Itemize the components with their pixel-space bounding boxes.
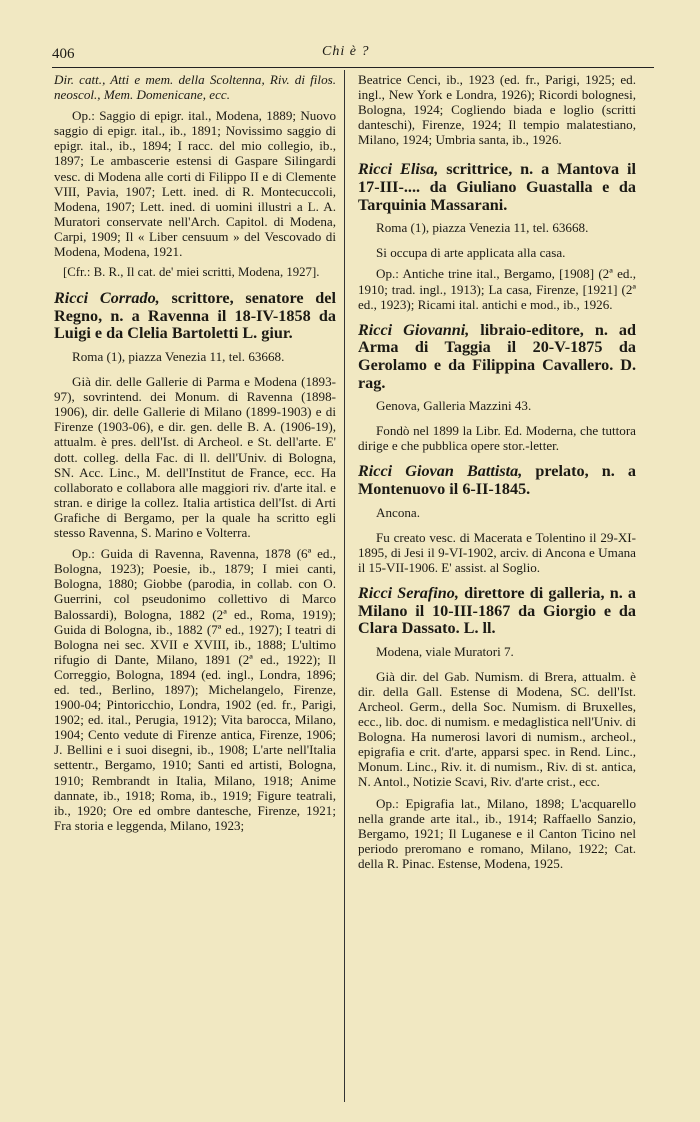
page-header: [52, 40, 654, 68]
entry-works: Op.: Guida di Ravenna, Ravenna, 1878 (6ª ed., Bologna, 1923); Poesie, ib., 1879; I miei canti, Bologna, 1880; Giobbe (parodia, in collab. con O. Guerrini, col pseudonimo collettivo di Marco Balossardi), Bologna, 1882 (2ª ed., Roma, 1919); Guida di Bologna, ib., 1882 (7ª ed., 1927); I teatri di Bologna nei sec. XVII e XVIII, ib., 1888; L'ultimo rifugio di Dante, Milano, 1891 (2ª ed., 1922); Il Correggio, Bologna, 1894 (ed. ingl., Londra, 1896; ed. ted., Berlino, 1897); Michelangelo, Firenze, 1900-04; Pintoricchio, Londra, 1902 (ed. fr., Parigi, 1902; ed. ital., Perugia, 1912); Vita barocca, Milano, 1904; Cento vedute di Firenze antica, Firenze, 1906; J. Bellini e i suoi disegni, ib., 1908; L'arte nell'Italia settentr., Bergamo, 1910; Santi ed artisti, Bologna, 1910; Rembrandt in Italia, Milano, 1918; Anime dannate, ib., 1918; Roma, ib., 1919; Figure teatrali, ib., 1920; Ore ed ombre dantesche, Firenze, 1921; Fra storia e leggenda, Milano, 1923;: [54, 546, 336, 833]
entry-biography: Fondò nel 1899 la Libr. Ed. Moderna, che tuttora dirige e che pubblica opere stor.-letter.: [358, 423, 636, 454]
entry-summary: scrittore, senatore del Regno, n. a Ravenna il 18-IV-1858 da Luigi e da Clelia Bartoletti L. giur.: [54, 289, 336, 343]
entry-address: Ancona.: [376, 504, 420, 520]
works-list: Op.: Saggio di epigr. ital., Modena, 1889; Nuovo saggio di epigr. ital., ib., 1891; Novissimo saggio di epigr. ital., ib., 1894; I racc. del mio collegio, ib., 1897; Le ambascerie estensi di Gaspare Silingardi vesc. di Modena alle corti di Filippo II e di Clemente VIII, Pavia, 1907; Lett. ined. di R. Montecuccoli, Modena, 1907; Lett. ined. di uomini illustri a L. A. Muratori conservate nell'Arch. Capitol. di Modena, Carpi, 1909; Il « Liber censuum » del Vescovado di Modena, Modena, 1921.: [54, 108, 336, 260]
entry-name: Ricci Corrado,: [54, 289, 160, 308]
entry-heading: [358, 161, 636, 214]
entry-name: Ricci Serafino,: [358, 583, 459, 602]
entry-summary: prelato, n. a Montenuovo il 6-II-1845.: [358, 462, 636, 498]
entry-works: Op.: Epigrafia lat., Milano, 1898; L'acquarello nella grande arte ital., ib., 1914; Raffaello Sanzio, Bergamo, 1921; Il Luganese e il Canton Ticino nel periodo preromano e romano, Milano, 1922; Cat. della R. Pinac. Estense, Modena, 1925.: [358, 795, 636, 871]
entry-ricci-elisa: [358, 161, 636, 311]
entry-biography: Già dir. del Gab. Numism. di Brera, attualm. è dir. della Gall. Estense di Modena, SC. dell'Ist. Archeol. Germ., della Soc. Numism. di Bruxelles, ecc., lib. doc. di numism. e medaglistica nell'Univ. di Bologna. Ha numerosi lavori di numism., archeol., epigrafia e crit. d'arte, apparsi spec. in Rend. Linc., Monum. Linc., Riv. it. di numism., Riv. di st. antica, N. Antol., Notizie Scavi, Riv. d'arte crist., ecc.: [358, 668, 636, 790]
running-title: Chi è ?: [322, 44, 370, 59]
entry-address: Roma (1), piazza Venezia 11, tel. 63668.: [376, 220, 589, 236]
entry-heading: [358, 322, 636, 392]
entry-heading: [358, 463, 636, 498]
entry-name: Ricci Elisa,: [358, 160, 439, 179]
entry-biography: Si occupa di arte applicata alla casa.: [376, 245, 566, 261]
left-column: [54, 72, 336, 839]
header-rule: [52, 67, 654, 68]
entry-address: Roma (1), piazza Venezia 11, tel. 63668.: [72, 349, 285, 364]
entry-ricci-giovanni: [358, 322, 636, 454]
column-divider: [344, 70, 345, 1102]
entry-name: Ricci Giovan Battista,: [358, 462, 523, 481]
entry-works: Op.: Antiche trine ital., Bergamo, [1908] (2ª ed., 1910; trad. ingl., 1913); La casa, Firenze, [1921] (2ª ed., 1923); Ricami ital. antichi e mod., ib., 1926.: [358, 266, 636, 312]
continued-text: Dir. catt., Atti e mem. della Scoltenna, Riv. di filos. neoscol., Mem. Domenicane, ecc.: [54, 72, 336, 103]
entry-ricci-serafino: [358, 585, 636, 871]
entry-biography: Già dir. delle Gallerie di Parma e Modena (1893-97), sovrintend. dei Monum. di Ravenna (1898-1906), dir. delle Gallerie di Milano (1899-1903) e di Firenze (1903-06), e dir. gen. delle B. A. (1906-19), attualm. è pres. dell'Ist. di Archeol. e St. dell'arte. E' dott. colleg. della Fac. di ll. dell'Univ. di Bologna, SN. Acc. Linc., M. dell'Institut de France, ecc. Ha collaborato e collabora alle maggiori riv. d'arte ital. e stran. e dirige la collez. Italia artistica dell'Ist. di Arti Grafiche di Bergamo, per la quale ha scritto egli stesso Ravenna, S. Marino e Volterra.: [54, 374, 336, 541]
entry-summary: libraio-editore, n. ad Arma di Taggia il 20-V-1875 da Gerolamo e da Filippina Cavallero. D. rag.: [358, 320, 636, 392]
entry-address: Genova, Galleria Mazzini 43.: [376, 398, 532, 414]
entry-address: Modena, viale Muratori 7.: [376, 643, 514, 659]
entry-heading: [54, 290, 336, 343]
entry-name: Ricci Giovanni,: [358, 320, 470, 339]
entry-biography: Fu creato vesc. di Macerata e Tolentino il 29-XI-1895, di Jesi il 9-VI-1902, arciv. di Ancona e Umana il 15-VII-1906. E' assist. al Soglio.: [358, 529, 636, 575]
entry-summary: scrittrice, n. a Mantova il 17-III-.... da Giuliano Guastalla e da Tarquinia Massarani.: [358, 160, 636, 214]
entry-ricci-giovan-battista: [358, 463, 636, 575]
page-number: 406: [52, 46, 75, 62]
entry-ricci-corrado: [54, 290, 336, 833]
entry-summary: direttore di galleria, n. a Milano il 10-III-1867 da Giorgio e da Clara Dassato. L. ll.: [358, 583, 636, 638]
right-column: [358, 72, 636, 877]
reference-note: [Cfr.: B. R., Il cat. de' miei scritti, Modena, 1927].: [63, 265, 320, 280]
continued-works: Beatrice Cenci, ib., 1923 (ed. fr., Parigi, 1925; ed. ingl., New York e Londra, 1926); Ricordi bolognesi, Bologna, 1924; Cogliendo biada e loglio (scritti danteschi), Firenze, 1924; Il tempio malatestiano, Milano, 1924; Umbria santa, ib., 1926.: [358, 72, 636, 148]
entry-heading: [358, 585, 636, 638]
